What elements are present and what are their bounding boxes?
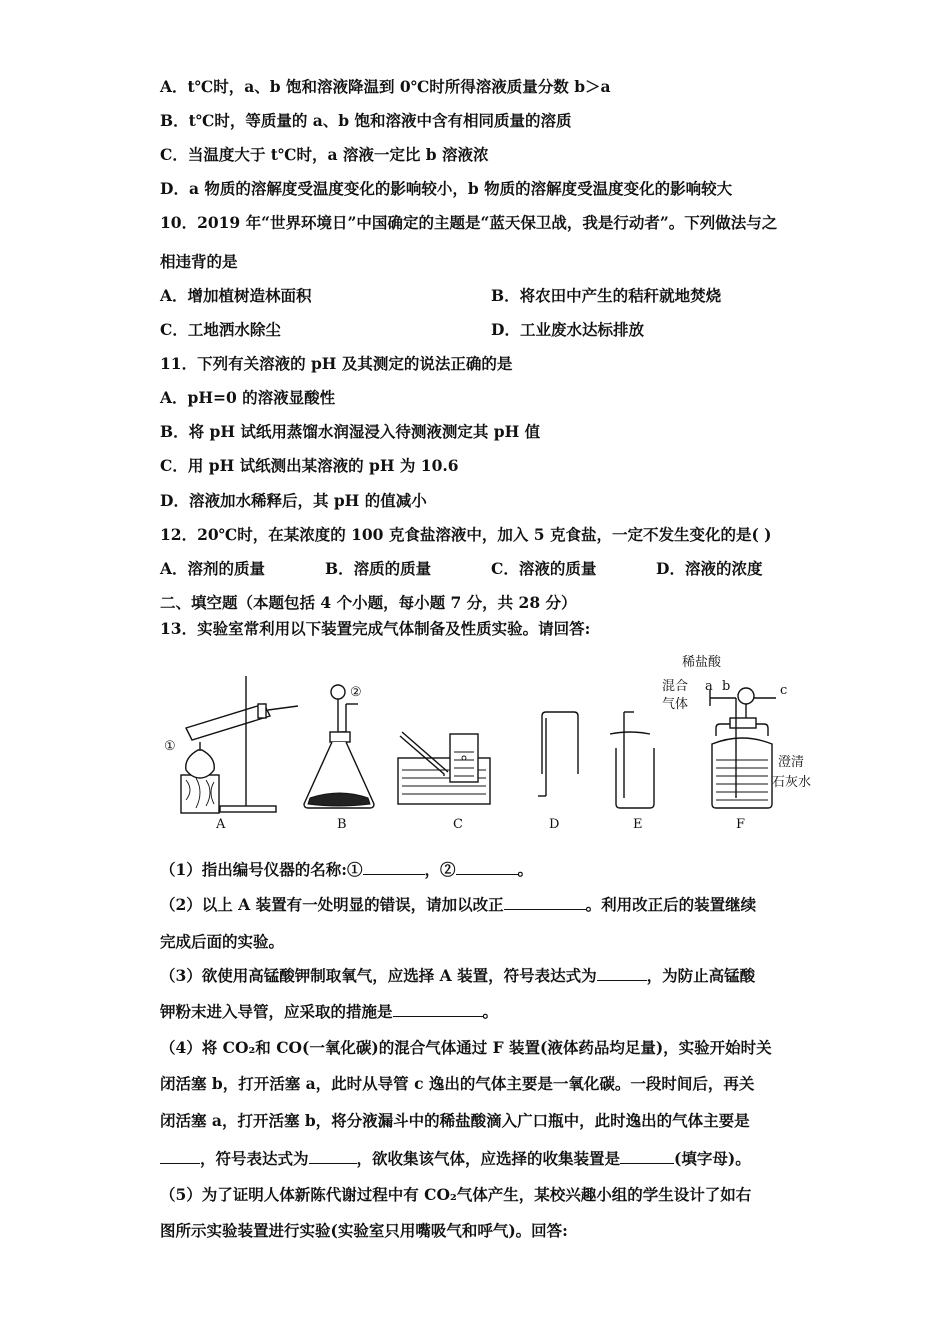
q10-option-c: C．工地洒水除尘 <box>160 320 281 339</box>
answer-blank[interactable] <box>620 1149 674 1164</box>
apparatus-a <box>164 676 298 832</box>
apparatus-c <box>398 732 490 832</box>
label-e: E <box>633 817 643 832</box>
apparatus-b <box>304 685 374 832</box>
q13-part5-line1: （5）为了证明人体新陈代谢过程中有 CO₂气体产生，某校兴趣小组的学生设计了如右 <box>160 1185 752 1204</box>
answer-blank[interactable] <box>504 895 586 910</box>
q9-option-b: B．t℃时，等质量的 a、b 饱和溶液中含有相同质量的溶质 <box>160 111 572 130</box>
q13-part4-line3: 闭活塞 a，打开活塞 b，将分液漏斗中的稀盐酸滴入广口瓶中，此时逸出的气体主要是 <box>160 1111 750 1130</box>
apparatus-d <box>538 712 578 832</box>
label-limewater-1: 澄清 <box>778 755 805 770</box>
label-d: D <box>549 817 560 832</box>
q13-part4-line4 <box>160 1149 751 1169</box>
q13-part4-d: (填字母)。 <box>674 1149 751 1168</box>
q13-part1 <box>160 860 533 880</box>
label-acid: 稀盐酸 <box>682 655 722 670</box>
label-c: C <box>453 817 463 832</box>
q13-part3-d: 。 <box>482 1002 499 1021</box>
marker-1: ① <box>164 739 176 754</box>
answer-blank[interactable] <box>393 1002 483 1017</box>
q11-option-a: A．pH=0 的溶液显酸性 <box>160 388 336 407</box>
q12-stem: 12．20℃时，在某浓度的 100 克食盐溶液中，加入 5 克食盐，一定不发生变化的是( ) <box>160 525 772 544</box>
q13-part2 <box>160 895 756 915</box>
label-limewater-2: 石灰水 <box>772 775 812 790</box>
q13-part5-line2: 图所示实验装置进行实验(实验室只用嘴吸气和呼气)。回答: <box>160 1221 568 1240</box>
q13-part3-c: 钾粉末进入导管，应采取的措施是 <box>160 1002 393 1021</box>
q10-stem-line2: 相违背的是 <box>160 252 238 271</box>
q13-part4-b: ，符号表达式为 <box>200 1149 309 1168</box>
answer-blank[interactable] <box>597 966 647 981</box>
q13-part2-b: 。利用改正后的装置继续 <box>585 895 757 914</box>
q11-stem: 11．下列有关溶液的 pH 及其测定的说法正确的是 <box>160 354 513 373</box>
q13-part1-a: （1）指出编号仪器的名称:① <box>160 860 363 879</box>
label-f: F <box>736 817 746 832</box>
apparatus-figure <box>150 648 830 834</box>
q13-part3 <box>160 966 755 986</box>
q11-option-d: D．溶液加水稀释后，其 pH 的值减小 <box>160 491 427 510</box>
label-mixed-gas-2: 气体 <box>662 697 689 712</box>
q13-part1-c: 。 <box>517 860 534 879</box>
marker-2: ② <box>350 685 362 700</box>
label-a: A <box>216 817 226 832</box>
q13-part3-b: ，为防止高锰酸 <box>646 966 756 985</box>
label-stopcock-b: b <box>722 679 731 694</box>
q10-option-b: B．将农田中产生的秸秆就地焚烧 <box>491 286 722 305</box>
q9-option-a: A．t℃时，a、b 饱和溶液降温到 0℃时所得溶液质量分数 b＞a <box>160 77 611 96</box>
answer-blank[interactable] <box>363 860 425 875</box>
answer-blank[interactable] <box>309 1149 357 1164</box>
label-stopcock-a: a <box>705 679 713 694</box>
q13-part3-a: （3）欲使用高锰酸钾制取氧气，应选择 A 装置，符号表达式为 <box>160 966 597 985</box>
q12-option-c: C．溶液的质量 <box>491 559 597 578</box>
answer-blank[interactable] <box>456 860 518 875</box>
q13-part1-b: ，② <box>424 860 456 879</box>
q11-option-c: C．用 pH 试纸测出某溶液的 pH 为 10.6 <box>160 456 459 475</box>
q12-option-d: D．溶液的浓度 <box>656 559 763 578</box>
q13-part4-c: ，欲收集该气体，应选择的收集装置是 <box>356 1149 621 1168</box>
q10-option-a: A．增加植树造林面积 <box>160 286 312 305</box>
q13-part3-line2 <box>160 1002 498 1022</box>
apparatus-f <box>662 654 811 832</box>
q9-option-c: C．当温度大于 t℃时，a 溶液一定比 b 溶液浓 <box>160 145 489 164</box>
answer-blank[interactable] <box>160 1149 200 1164</box>
q13-part4-line2: 闭活塞 b，打开活塞 a，此时从导管 c 逸出的气体主要是一氧化碳。一段时间后，再关 <box>160 1074 755 1093</box>
q11-option-b: B．将 pH 试纸用蒸馏水润湿浸入待测液测定其 pH 值 <box>160 422 541 441</box>
q9-option-d: D．a 物质的溶解度受温度变化的影响较小，b 物质的溶解度受温度变化的影响较大 <box>160 179 733 198</box>
section-heading: 二、填空题（本题包括 4 个小题，每小题 7 分，共 28 分） <box>160 593 577 612</box>
q10-option-d: D．工业废水达标排放 <box>491 320 644 339</box>
q12-option-b: B．溶质的质量 <box>325 559 432 578</box>
q12-option-a: A．溶剂的质量 <box>160 559 266 578</box>
q13-part2-line2: 完成后面的实验。 <box>160 932 285 951</box>
q10-stem-line1: 10．2019 年“世界环境日”中国确定的主题是“蓝天保卫战，我是行动者”。下列做法与之 <box>160 213 778 232</box>
apparatus-e <box>610 712 654 832</box>
label-b: B <box>337 817 347 832</box>
label-outlet-c: c <box>780 683 788 698</box>
q13-part2-a: （2）以上 A 装置有一处明显的错误，请加以改正 <box>160 895 504 914</box>
q13-stem: 13．实验室常利用以下装置完成气体制备及性质实验。请回答: <box>160 619 591 638</box>
label-mixed-gas-1: 混合 <box>662 679 689 694</box>
q13-part4-line1: （4）将 CO₂和 CO(一氧化碳)的混合气体通过 F 装置(液体药品均足量)，实验开始时关 <box>160 1038 772 1057</box>
